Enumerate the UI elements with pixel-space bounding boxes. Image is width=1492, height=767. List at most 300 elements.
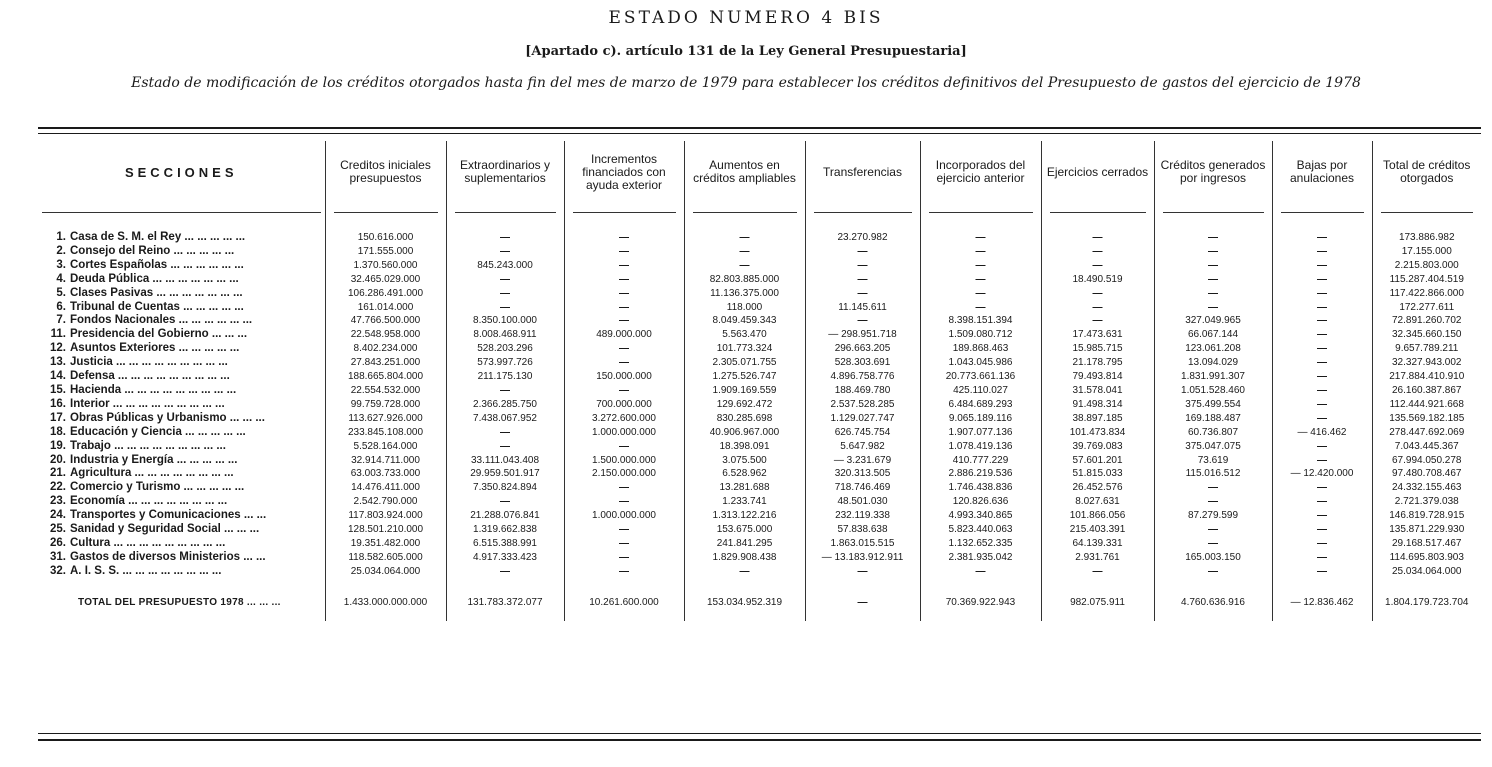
row-label: Comercio y Turismo ... ... ... ... ...: [70, 481, 245, 494]
row-cell: —: [446, 440, 564, 454]
row-cell: 1.000.000.000: [564, 509, 684, 523]
row-cell: 1.129.027.747: [805, 412, 920, 426]
row-number: 21.: [50, 467, 66, 480]
total-cell: 1.804.179.723.704: [1372, 585, 1481, 621]
row-cell: —: [1272, 481, 1372, 495]
row-cell: 410.777.229: [920, 454, 1041, 468]
row-cell: —: [564, 495, 684, 509]
row-cell: 188.469.780: [805, 384, 920, 398]
row-cell: —: [564, 523, 684, 537]
row-cell: 21.288.076.841: [446, 509, 564, 523]
row-cell: 2.542.790.000: [325, 495, 446, 509]
row-cell: —: [1041, 314, 1154, 328]
row-cell: —: [1272, 314, 1372, 328]
row-cell: —: [564, 551, 684, 565]
row-cell: 115.287.404.519: [1372, 273, 1481, 287]
total-cell: 4.760.636.916: [1154, 585, 1272, 621]
row-cell: —: [1154, 245, 1272, 259]
row-cell: —: [1272, 356, 1372, 370]
row-label: A. I. S. S. ... ... ... ... ... ... ... ...: [70, 564, 222, 577]
spacer-row: [38, 213, 1481, 231]
row-cell: 118.582.605.000: [325, 551, 446, 565]
row-cell: 4.917.333.423: [446, 551, 564, 565]
row-cell: —: [920, 231, 1041, 245]
row-cell: 101.473.834: [1041, 426, 1154, 440]
row-cell: —: [684, 565, 805, 579]
bottom-rule-inner: [38, 733, 1481, 734]
row-cell: —: [1272, 384, 1372, 398]
row-cell: 24.332.155.463: [1372, 481, 1481, 495]
row-cell: 2.305.071.755: [684, 356, 805, 370]
table-body: [38, 213, 1481, 621]
row-cell: 150.000.000: [564, 370, 684, 384]
row-cell: 25.034.064.000: [325, 565, 446, 579]
row-section-name: [38, 467, 325, 481]
row-cell: 97.480.708.467: [1372, 467, 1481, 481]
row-cell: 47.766.500.000: [325, 314, 446, 328]
row-section-name: [38, 245, 325, 259]
row-cell: —: [920, 301, 1041, 315]
row-number: 17.: [50, 411, 66, 424]
row-cell: —: [1272, 287, 1372, 301]
row-label: Casa de S. M. el Rey ... ... ... ... ...: [70, 231, 246, 243]
row-number: 22.: [50, 481, 66, 494]
row-cell: —: [920, 273, 1041, 287]
row-cell: 5.647.982: [805, 440, 920, 454]
row-cell: —: [1154, 523, 1272, 537]
row-cell: —: [446, 426, 564, 440]
row-cell: —: [564, 384, 684, 398]
page-title: ESTADO NUMERO 4 BIS: [608, 8, 884, 28]
row-label: Clases Pasivas ... ... ... ... ... ... ...: [70, 286, 243, 299]
row-label: Fondos Nacionales ... ... ... ... ... ...: [70, 314, 253, 327]
row-cell: 11.145.611: [805, 301, 920, 315]
row-cell: 67.994.050.278: [1372, 454, 1481, 468]
row-cell: —: [805, 259, 920, 273]
row-cell: —: [805, 314, 920, 328]
row-cell: 120.826.636: [920, 495, 1041, 509]
row-number: 15.: [50, 383, 66, 396]
row-cell: —: [446, 301, 564, 315]
row-cell: 66.067.144: [1154, 328, 1272, 342]
row-cell: 63.003.733.000: [325, 467, 446, 481]
row-cell: 278.447.692.069: [1372, 426, 1481, 440]
row-section-name: [38, 481, 325, 495]
row-number: 14.: [50, 370, 66, 383]
header-creditos-generados: Créditos generados por ingresos: [1154, 141, 1272, 203]
row-section-name: [38, 301, 325, 315]
row-cell: — 3.231.679: [805, 454, 920, 468]
row-cell: —: [1272, 370, 1372, 384]
table-row: [38, 370, 1481, 384]
row-cell: —: [1272, 231, 1372, 245]
row-number: 11.: [50, 328, 66, 341]
row-cell: —: [1272, 342, 1372, 356]
total-cell: — 12.836.462: [1272, 585, 1372, 621]
row-cell: 57.838.638: [805, 523, 920, 537]
row-cell: 32.465.029.000: [325, 273, 446, 287]
row-label: Agricultura ... ... ... ... ... ... ... ...: [70, 467, 234, 480]
table-row: [38, 259, 1481, 273]
row-cell: 1.907.077.136: [920, 426, 1041, 440]
row-cell: 115.016.512: [1154, 467, 1272, 481]
row-cell: 33.111.043.408: [446, 454, 564, 468]
header-transferencias: Transferencias: [805, 141, 920, 203]
row-section-name: [38, 287, 325, 301]
row-section-name: [38, 342, 325, 356]
row-cell: —: [1272, 551, 1372, 565]
row-cell: 20.773.661.136: [920, 370, 1041, 384]
row-cell: —: [1272, 454, 1372, 468]
row-cell: 700.000.000: [564, 398, 684, 412]
row-cell: 123.061.208: [1154, 342, 1272, 356]
table-row: [38, 314, 1481, 328]
row-cell: —: [1272, 440, 1372, 454]
row-label: Industria y Energía ... ... ... ... ...: [70, 453, 238, 466]
bottom-rule-outer: [38, 739, 1481, 741]
row-cell: —: [920, 565, 1041, 579]
row-cell: 172.277.611: [1372, 301, 1481, 315]
row-cell: — 416.462: [1272, 426, 1372, 440]
row-number: 31.: [50, 550, 66, 563]
row-cell: 38.897.185: [1041, 412, 1154, 426]
table-row: [38, 565, 1481, 579]
row-label: Interior ... ... ... ... ... ... ... ... ...: [70, 397, 225, 410]
row-cell: 21.178.795: [1041, 356, 1154, 370]
row-cell: 165.003.150: [1154, 551, 1272, 565]
row-cell: 8.008.468.911: [446, 328, 564, 342]
row-cell: —: [1272, 328, 1372, 342]
row-section-name: [38, 314, 325, 328]
row-cell: —: [564, 537, 684, 551]
row-cell: 17.473.631: [1041, 328, 1154, 342]
header-underline-row: [38, 203, 1481, 213]
row-cell: 241.841.295: [684, 537, 805, 551]
row-section-name: [38, 231, 325, 245]
row-cell: —: [1041, 287, 1154, 301]
row-section-name: [38, 259, 325, 273]
table-row: [38, 523, 1481, 537]
table-row: [38, 301, 1481, 315]
row-cell: 217.884.410.910: [1372, 370, 1481, 384]
header-bajas: Bajas por anulaciones: [1272, 141, 1372, 203]
row-cell: 153.675.000: [684, 523, 805, 537]
row-cell: 146.819.728.915: [1372, 509, 1481, 523]
row-section-name: [38, 537, 325, 551]
row-cell: 5.563.470: [684, 328, 805, 342]
row-section-name: [38, 398, 325, 412]
row-cell: —: [1041, 301, 1154, 315]
row-cell: 2.150.000.000: [564, 467, 684, 481]
row-label: Obras Públicas y Urbanismo ... ... ...: [70, 411, 265, 424]
row-cell: —: [684, 231, 805, 245]
row-label: Transportes y Comunicaciones ... ...: [70, 509, 267, 522]
row-cell: 57.601.201: [1041, 454, 1154, 468]
row-cell: —: [564, 565, 684, 579]
row-cell: —: [1154, 259, 1272, 273]
row-cell: 101.773.324: [684, 342, 805, 356]
row-cell: 489.000.000: [564, 328, 684, 342]
row-cell: 39.769.083: [1041, 440, 1154, 454]
row-cell: 117.803.924.000: [325, 509, 446, 523]
row-cell: —: [805, 245, 920, 259]
row-label: Trabajo ... ... ... ... ... ... ... ... ...: [70, 439, 226, 452]
row-cell: 845.243.000: [446, 259, 564, 273]
row-cell: 375.499.554: [1154, 398, 1272, 412]
row-cell: —: [446, 565, 564, 579]
row-cell: 60.736.807: [1154, 426, 1272, 440]
row-cell: 233.845.108.000: [325, 426, 446, 440]
row-cell: —: [1154, 495, 1272, 509]
row-cell: 118.000: [684, 301, 805, 315]
total-row: [38, 585, 1481, 621]
row-cell: —: [1272, 259, 1372, 273]
row-section-name: [38, 454, 325, 468]
row-cell: 26.160.387.867: [1372, 384, 1481, 398]
row-cell: 135.871.229.930: [1372, 523, 1481, 537]
row-cell: 117.422.866.000: [1372, 287, 1481, 301]
row-cell: 573.997.726: [446, 356, 564, 370]
row-section-name: [38, 370, 325, 384]
row-cell: —: [446, 231, 564, 245]
row-cell: —: [684, 245, 805, 259]
row-cell: —: [1272, 412, 1372, 426]
row-cell: —: [446, 273, 564, 287]
total-cell: 1.433.000.000.000: [325, 585, 446, 621]
row-cell: 6.484.689.293: [920, 398, 1041, 412]
row-cell: 528.303.691: [805, 356, 920, 370]
row-cell: —: [920, 259, 1041, 273]
row-number: 13.: [50, 356, 66, 369]
row-cell: —: [920, 287, 1041, 301]
row-cell: 72.891.260.702: [1372, 314, 1481, 328]
row-section-name: [38, 356, 325, 370]
row-cell: 1.319.662.838: [446, 523, 564, 537]
row-cell: 1.909.169.559: [684, 384, 805, 398]
row-cell: 26.452.576: [1041, 481, 1154, 495]
row-cell: 1.233.741: [684, 495, 805, 509]
row-label: Tribunal de Cuentas ... ... ... ... ...: [70, 300, 244, 313]
table-row: [38, 342, 1481, 356]
row-number: 6.: [56, 300, 66, 313]
row-cell: 23.270.982: [805, 231, 920, 245]
header-extraordinarios: Extraordinarios y suplementarios: [446, 141, 564, 203]
table-row: [38, 245, 1481, 259]
row-cell: 626.745.754: [805, 426, 920, 440]
table-row: [38, 481, 1481, 495]
total-cell: —: [805, 585, 920, 621]
row-label: Defensa ... ... ... ... ... ... ... ... ...: [70, 370, 230, 383]
row-cell: 375.047.075: [1154, 440, 1272, 454]
row-cell: —: [684, 259, 805, 273]
row-number: 18.: [50, 425, 66, 438]
row-cell: 425.110.027: [920, 384, 1041, 398]
row-cell: 29.959.501.917: [446, 467, 564, 481]
row-cell: —: [1272, 273, 1372, 287]
row-cell: —: [564, 273, 684, 287]
table-row: [38, 412, 1481, 426]
row-cell: —: [564, 342, 684, 356]
row-cell: 4.993.340.865: [920, 509, 1041, 523]
row-cell: 32.914.711.000: [325, 454, 446, 468]
row-cell: 188.665.804.000: [325, 370, 446, 384]
row-cell: 1.829.908.438: [684, 551, 805, 565]
row-cell: 3.272.600.000: [564, 412, 684, 426]
row-cell: 1.746.438.836: [920, 481, 1041, 495]
table-row: [38, 454, 1481, 468]
row-number: 12.: [50, 342, 66, 355]
row-number: 32.: [50, 564, 66, 577]
row-cell: 1.313.122.216: [684, 509, 805, 523]
row-cell: —: [446, 384, 564, 398]
row-cell: 101.866.056: [1041, 509, 1154, 523]
row-cell: 215.403.391: [1041, 523, 1154, 537]
row-number: 3.: [56, 258, 66, 271]
row-cell: 1.509.080.712: [920, 328, 1041, 342]
row-cell: 22.554.532.000: [325, 384, 446, 398]
row-cell: 1.370.560.000: [325, 259, 446, 273]
row-cell: 11.136.375.000: [684, 287, 805, 301]
row-cell: 2.537.528.285: [805, 398, 920, 412]
row-cell: 8.027.631: [1041, 495, 1154, 509]
row-cell: —: [564, 314, 684, 328]
row-cell: —: [564, 287, 684, 301]
table-row: [38, 537, 1481, 551]
row-cell: 528.203.296: [446, 342, 564, 356]
row-label: Hacienda ... ... ... ... ... ... ... ... ...: [70, 383, 237, 396]
row-cell: 5.823.440.063: [920, 523, 1041, 537]
row-cell: 161.014.000: [325, 301, 446, 315]
row-cell: 173.886.982: [1372, 231, 1481, 245]
header-row: [38, 141, 1481, 203]
total-cell: 70.369.922.943: [920, 585, 1041, 621]
table-row: [38, 231, 1481, 245]
row-cell: —: [1154, 287, 1272, 301]
table-row: [38, 426, 1481, 440]
row-number: 25.: [50, 523, 66, 536]
page-description: Estado de modificación de los créditos otorgados hasta fin del mes de marzo de 1979 para establecer los créditos definitivos del Presupuesto de gastos del ejercicio de 1978: [131, 75, 1361, 91]
row-cell: 99.759.728.000: [325, 398, 446, 412]
row-cell: —: [920, 245, 1041, 259]
total-label: TOTAL DEL PRESUPUESTO 1978 ... ... ...: [78, 596, 281, 608]
header-incorporados: Incorporados del ejercicio anterior: [920, 141, 1041, 203]
row-cell: —: [805, 287, 920, 301]
row-cell: —: [1272, 495, 1372, 509]
row-number: 24.: [50, 509, 66, 522]
row-cell: 296.663.205: [805, 342, 920, 356]
row-cell: —: [1154, 565, 1272, 579]
row-cell: —: [564, 356, 684, 370]
row-section-name: [38, 440, 325, 454]
row-cell: — 13.183.912.911: [805, 551, 920, 565]
table-row: [38, 398, 1481, 412]
row-cell: 1.500.000.000: [564, 454, 684, 468]
row-cell: 19.351.482.000: [325, 537, 446, 551]
row-cell: 2.215.803.000: [1372, 259, 1481, 273]
row-cell: 18.490.519: [1041, 273, 1154, 287]
row-label: Deuda Pública ... ... ... ... ... ... ...: [70, 272, 239, 285]
header-incrementos: Incrementos financiados con ayuda exterior: [564, 141, 684, 203]
row-cell: 2.721.379.038: [1372, 495, 1481, 509]
row-cell: —: [564, 481, 684, 495]
row-cell: 32.345.660.150: [1372, 328, 1481, 342]
row-cell: —: [446, 245, 564, 259]
row-cell: 13.094.029: [1154, 356, 1272, 370]
row-cell: 8.350.100.000: [446, 314, 564, 328]
row-cell: —: [446, 287, 564, 301]
row-cell: 320.313.505: [805, 467, 920, 481]
row-cell: —: [1154, 537, 1272, 551]
row-cell: 17.155.000: [1372, 245, 1481, 259]
row-cell: 114.695.803.903: [1372, 551, 1481, 565]
row-cell: —: [805, 565, 920, 579]
row-cell: 128.501.210.000: [325, 523, 446, 537]
row-number: 7.: [56, 314, 66, 327]
table-row: [38, 509, 1481, 523]
row-section-name: [38, 509, 325, 523]
row-section-name: [38, 551, 325, 565]
row-label: Consejo del Reino ... ... ... ... ...: [70, 244, 235, 257]
row-cell: 232.119.338: [805, 509, 920, 523]
row-cell: 13.281.688: [684, 481, 805, 495]
row-label: Sanidad y Seguridad Social ... ... ...: [70, 523, 260, 536]
row-cell: 2.931.761: [1041, 551, 1154, 565]
row-cell: 211.175.130: [446, 370, 564, 384]
table-row: [38, 551, 1481, 565]
row-cell: 5.528.164.000: [325, 440, 446, 454]
row-cell: 6.528.962: [684, 467, 805, 481]
table-row: [38, 273, 1481, 287]
row-cell: —: [1272, 509, 1372, 523]
row-cell: — 12.420.000: [1272, 467, 1372, 481]
row-cell: —: [1154, 301, 1272, 315]
row-cell: 830.285.698: [684, 412, 805, 426]
row-cell: 91.498.314: [1041, 398, 1154, 412]
row-cell: 327.049.965: [1154, 314, 1272, 328]
header-ejercicios-cerrados: Ejercicios cerrados: [1041, 141, 1154, 203]
row-cell: 9.065.189.116: [920, 412, 1041, 426]
row-cell: —: [564, 301, 684, 315]
row-cell: 129.692.472: [684, 398, 805, 412]
row-cell: —: [805, 273, 920, 287]
table-row: [38, 287, 1481, 301]
row-section-name: [38, 495, 325, 509]
row-cell: 8.049.459.343: [684, 314, 805, 328]
row-cell: 135.569.182.185: [1372, 412, 1481, 426]
row-cell: 9.657.789.211: [1372, 342, 1481, 356]
row-cell: 1.863.015.515: [805, 537, 920, 551]
row-cell: 169.188.487: [1154, 412, 1272, 426]
row-number: 2.: [56, 244, 66, 257]
row-cell: 1.000.000.000: [564, 426, 684, 440]
total-cell: 131.783.372.077: [446, 585, 564, 621]
header-total: Total de créditos otorgados: [1372, 141, 1481, 203]
row-number: 16.: [50, 397, 66, 410]
row-cell: 82.803.885.000: [684, 273, 805, 287]
row-cell: 2.381.935.042: [920, 551, 1041, 565]
row-cell: 73.619: [1154, 454, 1272, 468]
row-number: 4.: [56, 272, 66, 285]
row-cell: 7.350.824.894: [446, 481, 564, 495]
row-cell: —: [1272, 245, 1372, 259]
row-cell: 18.398.091: [684, 440, 805, 454]
row-cell: 64.139.331: [1041, 537, 1154, 551]
row-label: Justicia ... ... ... ... ... ... ... ... ...: [70, 356, 228, 369]
row-cell: 32.327.943.002: [1372, 356, 1481, 370]
table-row: [38, 328, 1481, 342]
row-section-name: [38, 565, 325, 579]
row-section-name: [38, 523, 325, 537]
